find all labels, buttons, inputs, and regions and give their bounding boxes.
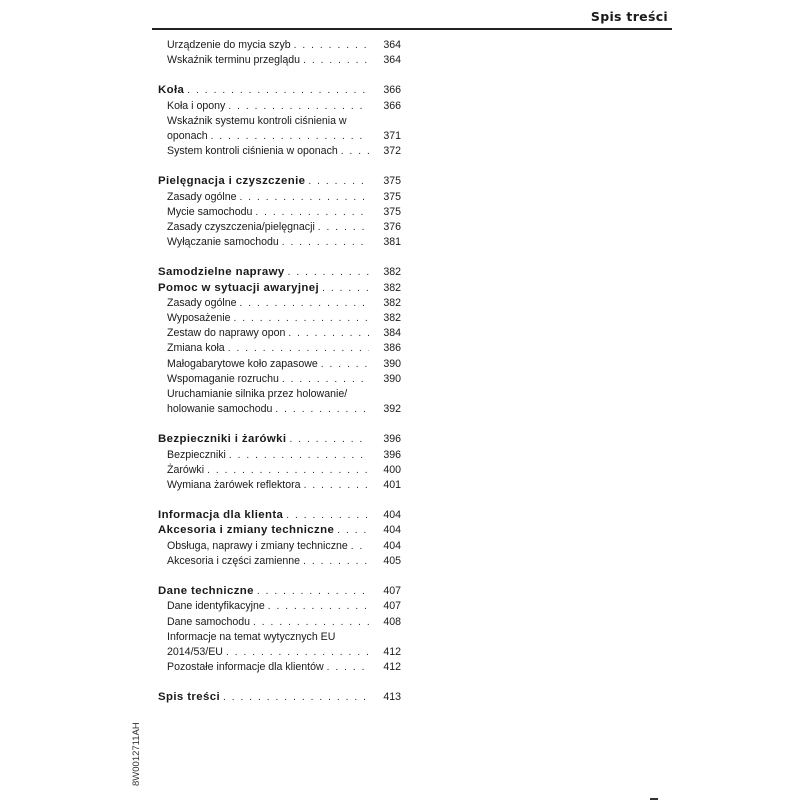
toc-entry-text: Wspomaganie rozruchu (167, 372, 279, 385)
toc-subentry[interactable] (158, 190, 401, 205)
toc-entry-text: Wyłączanie samochodu (167, 236, 279, 249)
leader-dots (220, 690, 369, 705)
document-code: 8W0012711AH (131, 722, 142, 786)
toc-section-entry[interactable] (158, 523, 401, 538)
toc-page-number: 371 (383, 130, 401, 143)
toc-page-number: 382 (383, 312, 401, 325)
toc-page-number: 390 (383, 372, 401, 385)
toc-subentry[interactable] (158, 357, 401, 372)
toc-entry-text: Urządzenie do mycia szyb (167, 39, 291, 51)
toc-subentry[interactable] (158, 53, 401, 68)
toc-entry-text: Zasady ogólne (167, 296, 237, 309)
leader-dots (283, 508, 369, 523)
toc-entry-text: Informacja dla klienta (158, 509, 284, 522)
toc-entry-text: Żarówki (167, 463, 205, 476)
toc-page-number: 375 (383, 175, 401, 188)
toc-subentry[interactable] (158, 463, 401, 478)
toc-page-number: 401 (383, 479, 401, 492)
toc-entry-text: Pielęgnacja i czyszczenie (158, 175, 306, 188)
toc-page-number: 412 (383, 645, 401, 658)
page-header-title: Spis treści (590, 9, 668, 24)
toc-entry-text: Dane identyfikacyjne (167, 600, 265, 613)
leader-dots (225, 341, 369, 356)
toc-subentry[interactable] (158, 205, 401, 220)
toc-page-number: 382 (383, 296, 401, 309)
toc-page-number: 372 (383, 145, 401, 158)
toc-entry-text: Koła (158, 84, 185, 97)
leader-dots (286, 432, 369, 447)
toc-subentry[interactable] (158, 387, 401, 417)
toc-page-number: 364 (383, 54, 401, 67)
toc-entry-text: Mycie samochodu (167, 205, 253, 218)
toc-page-number: 375 (383, 190, 401, 203)
leader-dots (305, 174, 369, 189)
toc-subentry[interactable] (158, 235, 401, 250)
toc-page-number: 407 (383, 585, 401, 598)
leader-dots (204, 463, 369, 478)
leader-dots (324, 660, 369, 675)
toc-subentry[interactable] (158, 599, 401, 614)
toc-subentry[interactable] (158, 114, 401, 144)
leader-dots (272, 402, 369, 417)
toc-entry-text: Bezpieczniki (167, 448, 226, 461)
toc-subentry[interactable] (158, 144, 401, 159)
toc-subentry[interactable] (158, 372, 401, 387)
toc-page-number: 386 (383, 342, 401, 355)
toc-entry-text-continued: 2014/53/EU (167, 645, 223, 658)
toc-entry-text: Wskaźnik terminu przeglądu (167, 54, 301, 67)
toc-page-number: 382 (383, 266, 401, 279)
leader-dots (250, 615, 369, 630)
toc-section-entry[interactable] (158, 174, 401, 189)
leader-dots (300, 554, 369, 569)
toc-page-number: 405 (383, 554, 401, 567)
toc-entry-text: Akcesoria i zmiany techniczne (158, 524, 335, 537)
toc-entry-text: Spis treści (158, 691, 221, 704)
leader-dots (285, 265, 369, 280)
leader-dots (237, 296, 370, 311)
leader-dots (334, 523, 369, 538)
toc-subentry[interactable] (158, 630, 401, 660)
toc-subentry[interactable] (158, 296, 401, 311)
toc-entry-text: Zestaw do naprawy opon (167, 327, 286, 340)
toc-entry-text: Pozostałe informacje dla klientów (167, 661, 324, 674)
toc-subentry[interactable] (158, 38, 401, 53)
leader-dots (223, 645, 369, 660)
leader-dots (318, 357, 369, 372)
toc-page-number: 407 (383, 600, 401, 613)
leader-dots (279, 372, 369, 387)
leader-dots (225, 99, 369, 114)
toc-entry-text: Informacje na temat wytycznych EU (167, 630, 336, 643)
toc-entry-text: Wyposażenie (167, 312, 231, 325)
toc-entry-text: System kontroli ciśnienia w oponach (167, 145, 338, 158)
toc-section-entry[interactable] (158, 265, 401, 280)
toc-page-number: 396 (383, 448, 401, 461)
toc-subentry[interactable] (158, 539, 401, 554)
toc-page-number: 412 (383, 661, 401, 674)
leader-dots (184, 83, 369, 98)
toc-section-entry[interactable] (158, 432, 401, 447)
header-rule (152, 28, 672, 30)
leader-dots (319, 281, 369, 296)
toc-subentry[interactable] (158, 220, 401, 235)
toc-subentry[interactable] (158, 660, 401, 675)
toc-subentry[interactable] (158, 478, 401, 493)
toc-entry-text: Zasady czyszczenia/pielęgnacji (167, 221, 315, 234)
leader-dots (279, 235, 369, 250)
leader-dots (301, 478, 369, 493)
toc-section-entry[interactable] (158, 690, 401, 705)
toc-section-entry[interactable] (158, 83, 401, 98)
toc-page-number: 396 (383, 433, 401, 446)
toc-page-number: 392 (383, 403, 401, 416)
toc-entry-text: Obsługa, naprawy i zmiany techniczne (167, 539, 348, 552)
toc-page-number: 382 (383, 281, 401, 294)
toc-entry-text: Bezpieczniki i żarówki (158, 433, 287, 446)
leader-dots (348, 539, 369, 554)
toc-page-number: 400 (383, 463, 401, 476)
toc-subentry[interactable] (158, 615, 401, 630)
toc-entry-text: Uruchamianie silnika przez holowanie/ (167, 388, 348, 401)
toc-entry-text: Zasady ogólne (167, 190, 237, 203)
toc-page-number: 366 (383, 84, 401, 97)
leader-dots (338, 144, 369, 159)
leader-dots (315, 220, 369, 235)
leader-dots (231, 311, 369, 326)
toc-entry-text: Małogabarytowe koło zapasowe (167, 357, 318, 370)
toc-entry-text: Zmiana koła (167, 342, 225, 355)
toc-page-number: 384 (383, 327, 401, 340)
toc-page-number: 404 (383, 524, 401, 537)
toc-entry-text-continued: oponach (167, 130, 208, 143)
toc-entry-text: Samodzielne naprawy (158, 266, 285, 279)
toc-entry-text-continued: holowanie samochodu (167, 403, 273, 416)
toc-section-entry[interactable] (158, 281, 401, 296)
leader-dots (265, 599, 369, 614)
leader-dots (226, 448, 369, 463)
toc-entry-text: Dane samochodu (167, 615, 251, 628)
toc-subentry[interactable] (158, 311, 401, 326)
toc-entry-text: Dane techniczne (158, 585, 254, 598)
toc-page-number: 375 (383, 205, 401, 218)
toc-subentry[interactable] (158, 99, 401, 114)
toc-page-number: 366 (383, 99, 401, 112)
leader-dots (208, 129, 369, 144)
toc-entry-text: Wskaźnik systemu kontroli ciśnienia w (167, 114, 347, 127)
leader-dots (237, 190, 370, 205)
leader-dots (285, 326, 369, 341)
toc-page-number: 413 (383, 691, 401, 704)
toc-entry-text: Pomoc w sytuacji awaryjnej (158, 281, 320, 294)
toc-subentry[interactable] (158, 554, 401, 569)
toc-page-number: 390 (383, 357, 401, 370)
leader-dots (254, 584, 369, 599)
toc-page-number: 364 (383, 39, 401, 51)
toc-page-number: 404 (383, 539, 401, 552)
toc-page-number: 376 (383, 221, 401, 234)
toc-subentry[interactable] (158, 448, 401, 463)
toc-page-number: 381 (383, 236, 401, 249)
toc-page-number: 404 (383, 509, 401, 522)
table-of-contents (158, 38, 401, 706)
toc-section-entry[interactable] (158, 508, 401, 523)
toc-entry-text: Wymiana żarówek reflektora (167, 479, 301, 492)
toc-subentry[interactable] (158, 341, 401, 356)
leader-dots (300, 53, 369, 68)
toc-page-number: 408 (383, 615, 401, 628)
leader-dots (252, 205, 369, 220)
toc-entry-text: Koła i opony (167, 99, 226, 112)
leader-dots (291, 38, 369, 53)
toc-subentry[interactable] (158, 326, 401, 341)
toc-entry-text: Akcesoria i części zamienne (167, 554, 301, 567)
toc-section-entry[interactable] (158, 584, 401, 599)
